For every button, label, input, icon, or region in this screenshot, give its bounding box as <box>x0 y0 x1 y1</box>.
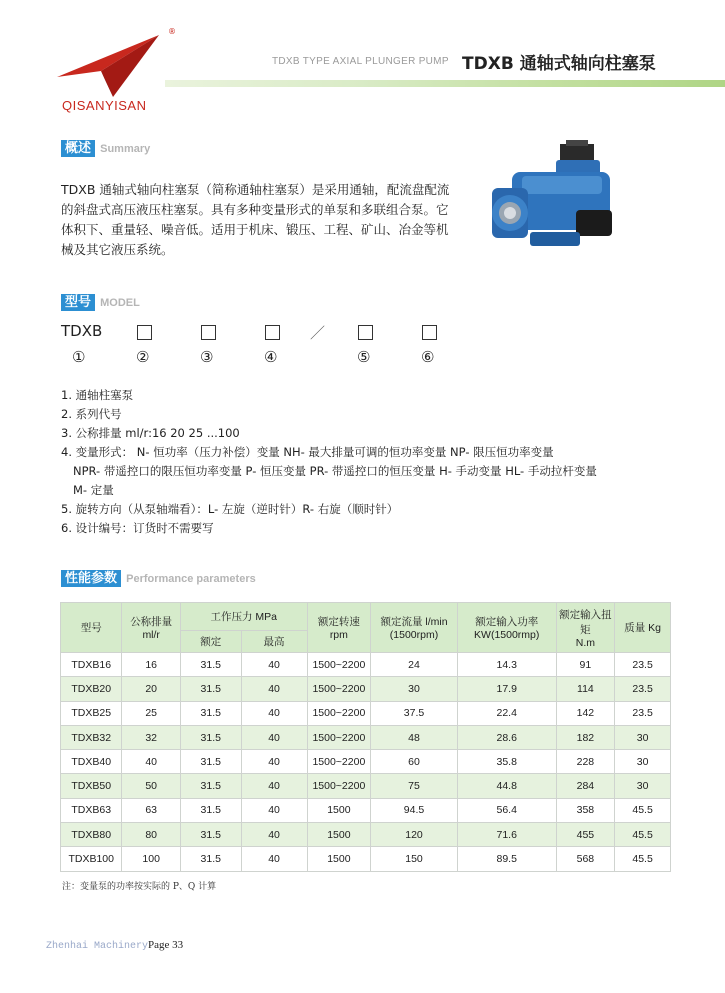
table-cell: 37.5 <box>371 701 458 725</box>
model-num-2: ② <box>136 348 150 366</box>
table-cell: 91 <box>556 653 615 677</box>
table-cell: TDXB20 <box>61 677 122 701</box>
model-num-6: ⑥ <box>421 348 435 366</box>
table-cell: 120 <box>371 823 458 847</box>
table-cell: 1500 <box>307 847 371 871</box>
table-cell: 30 <box>615 774 671 798</box>
table-cell: 45.5 <box>615 823 671 847</box>
table-cell: 40 <box>241 653 307 677</box>
list-item: 5. 旋转方向（从泵轴端看）：L- 左旋（逆时针）R- 右旋（顺时针） <box>61 502 399 516</box>
model-num-5: ⑤ <box>357 348 371 366</box>
page-title: TDXB 通轴式轴向柱塞泵 <box>462 54 656 74</box>
table-row <box>61 653 671 677</box>
model-code-list <box>61 386 691 538</box>
table-cell: 94.5 <box>371 798 458 822</box>
header-flow: 额定流量 l/min (1500rpm) <box>371 603 458 653</box>
table-cell: TDXB32 <box>61 725 122 749</box>
footer-page-number: Page 33 <box>148 939 184 951</box>
performance-heading <box>61 567 256 587</box>
table-cell: 1500~2200 <box>307 653 371 677</box>
list-item: 3. 公称排量 ml/r:16 20 25 ...100 <box>61 426 240 440</box>
model-code-box-5 <box>358 325 373 340</box>
table-cell: 40 <box>241 798 307 822</box>
table-note: 注：变量泵的功率按实际的 P、Q 计算 <box>62 882 217 892</box>
table-cell: 22.4 <box>457 701 556 725</box>
table-cell: 50 <box>122 774 181 798</box>
header-divider <box>165 80 725 87</box>
header-pressure: 工作压力 MPa <box>180 603 307 631</box>
table-cell: TDXB63 <box>61 798 122 822</box>
table-cell: 30 <box>371 677 458 701</box>
summary-heading-label: 概述 <box>61 140 95 157</box>
table-row <box>61 701 671 725</box>
table-cell: 45.5 <box>615 798 671 822</box>
table-cell: 568 <box>556 847 615 871</box>
table-cell: 44.8 <box>457 774 556 798</box>
pump-photo <box>482 140 622 260</box>
axial-plunger-pump-icon <box>482 140 622 260</box>
table-row <box>61 677 671 701</box>
table-cell: 30 <box>615 750 671 774</box>
table-cell: TDXB40 <box>61 750 122 774</box>
table-cell: 1500~2200 <box>307 701 371 725</box>
table-row <box>61 774 671 798</box>
header-rated-pressure: 额定 <box>180 631 241 653</box>
table-cell: 28.6 <box>457 725 556 749</box>
paper-plane-logo-icon <box>55 25 185 100</box>
list-item: 1. 通轴柱塞泵 <box>61 388 134 402</box>
table-cell: 40 <box>241 847 307 871</box>
header-torque: 额定输入扭矩 N.m <box>556 603 615 653</box>
header-subtitle: TDXB TYPE AXIAL PLUNGER PUMP <box>272 56 449 67</box>
table-cell: 23.5 <box>615 653 671 677</box>
table-cell: 228 <box>556 750 615 774</box>
table-cell: 1500~2200 <box>307 725 371 749</box>
performance-table <box>60 602 671 872</box>
header-model: 型号 <box>61 603 122 653</box>
performance-table-body <box>61 653 671 872</box>
table-cell: 1500 <box>307 823 371 847</box>
table-cell: 20 <box>122 677 181 701</box>
header-displacement: 公称排量 ml/r <box>122 603 181 653</box>
table-row <box>61 823 671 847</box>
table-cell: 40 <box>122 750 181 774</box>
table-cell: 16 <box>122 653 181 677</box>
table-cell: 63 <box>122 798 181 822</box>
model-separator: ／ <box>310 324 326 342</box>
model-prefix: TDXB <box>61 322 103 340</box>
table-cell: 40 <box>241 725 307 749</box>
table-cell: 40 <box>241 677 307 701</box>
table-cell: 40 <box>241 701 307 725</box>
table-cell: 150 <box>371 847 458 871</box>
header-power: 额定输入功率 KW(1500rmp) <box>457 603 556 653</box>
model-num-1: ① <box>72 348 86 366</box>
table-cell: 31.5 <box>180 725 241 749</box>
list-item: M- 定量 <box>73 483 114 497</box>
table-cell: 23.5 <box>615 677 671 701</box>
table-cell: 40 <box>241 774 307 798</box>
table-cell: 71.6 <box>457 823 556 847</box>
table-cell: TDXB25 <box>61 701 122 725</box>
table-cell: 30 <box>615 725 671 749</box>
table-cell: 56.4 <box>457 798 556 822</box>
header-mass: 质量 Kg <box>615 603 671 653</box>
performance-heading-label: 性能参数 <box>61 570 121 587</box>
table-cell: 455 <box>556 823 615 847</box>
list-item: 2. 系列代号 <box>61 407 122 421</box>
table-cell: 1500~2200 <box>307 774 371 798</box>
model-code-box-2 <box>137 325 152 340</box>
table-cell: 182 <box>556 725 615 749</box>
table-cell: 31.5 <box>180 701 241 725</box>
table-cell: 48 <box>371 725 458 749</box>
table-cell: 31.5 <box>180 774 241 798</box>
table-cell: 1500~2200 <box>307 750 371 774</box>
table-cell: 45.5 <box>615 847 671 871</box>
table-cell: 60 <box>371 750 458 774</box>
model-heading-label: 型号 <box>61 294 95 311</box>
table-cell: 31.5 <box>180 847 241 871</box>
header-speed: 额定转速 rpm <box>307 603 371 653</box>
model-heading <box>61 291 140 311</box>
table-cell: 32 <box>122 725 181 749</box>
table-cell: 31.5 <box>180 677 241 701</box>
table-row <box>61 798 671 822</box>
model-num-4: ④ <box>264 348 278 366</box>
table-cell: 1500 <box>307 798 371 822</box>
table-cell: 31.5 <box>180 653 241 677</box>
table-cell: TDXB16 <box>61 653 122 677</box>
model-code-box-3 <box>201 325 216 340</box>
list-item: 6. 设计编号：订货时不需要写 <box>61 521 214 535</box>
performance-heading-en: Performance parameters <box>126 573 256 585</box>
table-cell: 14.3 <box>457 653 556 677</box>
table-cell: 24 <box>371 653 458 677</box>
summary-text: TDXB 通轴式轴向柱塞泵（简称通轴柱塞泵）是采用通轴，配流盘配流的斜盘式高压液压柱塞泵。具有多种变量形式的单泵和多联组合泵。它体积下、重量轻、噪音低。适用于机床、锻压、工程、矿山、冶金等机械及其它液压系统。 <box>61 182 450 257</box>
table-cell: 284 <box>556 774 615 798</box>
table-cell: 75 <box>371 774 458 798</box>
footer-company: Zhenhai Machinery <box>46 941 149 952</box>
registered-mark: ® <box>168 27 176 36</box>
table-cell: 23.5 <box>615 701 671 725</box>
model-num-3: ③ <box>200 348 214 366</box>
table-cell: 31.5 <box>180 750 241 774</box>
list-item: 4. 变量形式： N- 恒功率（压力补偿）变量 NH- 最大排量可调的恒功率变量 NP- 限压恒功率变量 <box>61 445 554 459</box>
table-cell: 25 <box>122 701 181 725</box>
table-cell: 31.5 <box>180 823 241 847</box>
list-item: NPR- 带遥控口的限压恒功率变量 P- 恒压变量 PR- 带遥控口的恒压变量 H- 手动变量 HL- 手动拉杆变量 <box>73 464 597 478</box>
table-cell: 35.8 <box>457 750 556 774</box>
summary-heading-en: Summary <box>100 143 151 155</box>
header-max-pressure: 最高 <box>241 631 307 653</box>
table-cell: TDXB100 <box>61 847 122 871</box>
table-cell: 89.5 <box>457 847 556 871</box>
table-cell: 40 <box>241 750 307 774</box>
table-row <box>61 725 671 749</box>
table-cell: 114 <box>556 677 615 701</box>
table-row <box>61 847 671 871</box>
table-cell: 358 <box>556 798 615 822</box>
table-cell: 1500~2200 <box>307 677 371 701</box>
table-cell: 40 <box>241 823 307 847</box>
model-code-box-4 <box>265 325 280 340</box>
table-row <box>61 750 671 774</box>
table-cell: 100 <box>122 847 181 871</box>
page-footer <box>46 939 183 952</box>
brand-name: QISANYISAN <box>62 98 147 113</box>
model-code-box-6 <box>422 325 437 340</box>
summary-heading <box>61 137 150 157</box>
table-cell: 142 <box>556 701 615 725</box>
table-cell: 80 <box>122 823 181 847</box>
table-cell: TDXB80 <box>61 823 122 847</box>
table-cell: 17.9 <box>457 677 556 701</box>
model-heading-en: MODEL <box>100 297 140 309</box>
table-cell: TDXB50 <box>61 774 122 798</box>
table-cell: 31.5 <box>180 798 241 822</box>
